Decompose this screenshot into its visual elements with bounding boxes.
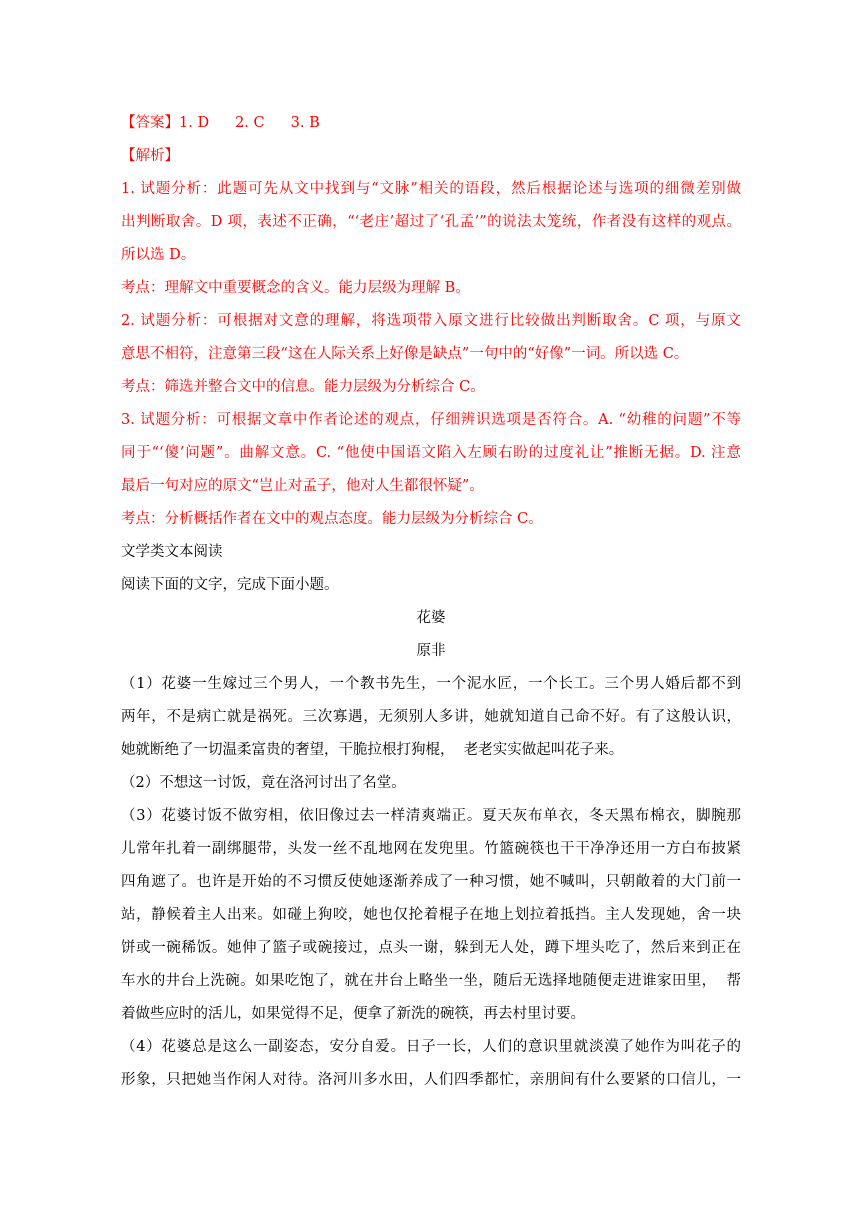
q3-kaodian: 考点：分析概括作者在文中的观点态度。能力层级为分析综合 C。 (121, 511, 543, 527)
paragraph-4-line: 形象，只把她当作闲人对待。洛河川多水田，人们四季都忙，亲朋间有什么要紧的口信儿，一 (121, 1072, 741, 1088)
article-author: 原非 (416, 643, 446, 659)
q1-analysis-line: 所以选 D。 (121, 247, 196, 263)
q1-kaodian: 考点：理解文中重要概念的含义。能力层级为理解 B。 (121, 280, 470, 296)
answer-label: 【答案】 (121, 115, 179, 131)
paragraph-2-line: （2）不想这一讨饭，竟在洛河讨出了名堂。 (121, 775, 406, 791)
q2-analysis-line: 2. 试题分析：可根据对文意的理解，将选项带入原文进行比较做出判断取舍。C 项，与原文 (121, 313, 741, 329)
q3-analysis-line: 最后一句对应的原文“岂止对孟子，他对人生都很怀疑”。 (121, 478, 484, 494)
paragraph-1-line: 两年，不是病亡就是祸死。三次寡遇，无须别人多讲，她就知道自己命不好。有了这般认识， (121, 709, 741, 725)
paragraph-3-line: 站，静候着主人出来。如碰上狗咬，她也仅抡着棍子在地上划拉着抵挡。主人发现她，舍一块 (121, 907, 741, 923)
q2-analysis-line: 意思不相符，注意第三段“这在人际关系上好像是缺点”一句中的“好像”一词。所以选 C。 (121, 346, 689, 362)
q3-analysis-line: 3. 试题分析：可根据文章中作者论述的观点，仔细辨识选项是否符合。A. “幼稚的问题”不等 (121, 412, 741, 428)
section-title: 文学类文本阅读 (121, 544, 223, 560)
q2-kaodian: 考点：筛选并整合文中的信息。能力层级为分析综合 C。 (121, 379, 485, 395)
paragraph-1-line: 她就断绝了一切温柔富贵的奢望，干脆拉根打狗棍， 老老实实做起叫花子来。 (121, 742, 624, 758)
answer-3: 3. B (290, 115, 320, 131)
paragraph-3-line: 四角遮了。也许是开始的不习惯反使她逐渐养成了一种习惯，她不喊叫，只朝敞着的大门前一 (121, 874, 741, 890)
answer-2: 2. C (235, 115, 265, 131)
paragraph-3-line: 儿常年扎着一副绑腿带，头发一丝不乱地网在发兜里。竹篮碗筷也干干净净还用一方白布披紧 (121, 841, 741, 857)
q1-analysis-line: 1. 试题分析：此题可先从文中找到与“文脉”相关的语段，然后根据论述与选项的细微差别做 (121, 181, 741, 197)
answer-1: 1. D (179, 115, 210, 131)
instruction: 阅读下面的文字，完成下面小题。 (121, 577, 339, 593)
document-page (121, 108, 741, 1095)
q1-analysis-line: 出判断取舍。D 项，表述不正确，“‘老庄’超过了‘孔孟’”的说法太笼统，作者没有这样的观点。 (121, 214, 741, 230)
q3-analysis-line: 同于“‘傻’问题”。曲解文意。C. “他使中国语文陷入左顾右盼的过度礼让”推断无据。D. 注意 (121, 445, 741, 461)
analysis-heading: 【解析】 (121, 148, 179, 164)
article-title: 花婆 (416, 610, 446, 626)
paragraph-3-line: （3）花婆讨饭不做穷相，依旧像过去一样清爽端正。夏天灰布单衣，冬天黑布棉衣，脚腕那 (121, 808, 741, 824)
paragraph-4-line: （4）花婆总是这么一副姿态，安分自爱。日子一长，人们的意识里就淡漠了她作为叫花子的 (121, 1039, 741, 1055)
answer-line (121, 108, 741, 138)
paragraph-3-line: 饼或一碗稀饭。她伸了篮子或碗接过，点头一谢，躲到无人处，蹲下埋头吃了，然后来到正在 (121, 940, 741, 956)
paragraph-1-line: （1）花婆一生嫁过三个男人，一个教书先生，一个泥水匠，一个长工。三个男人婚后都不到 (121, 676, 741, 692)
paragraph-3-line: 着做些应时的活儿，如果觉得不足，便拿了新洗的碗筷，再去村里讨要。 (121, 1006, 585, 1022)
paragraph-3-line: 车水的井台上洗碗。如果吃饱了，就在井台上略坐一坐，随后无选择地随便走进谁家田里， 帮 (121, 973, 741, 989)
